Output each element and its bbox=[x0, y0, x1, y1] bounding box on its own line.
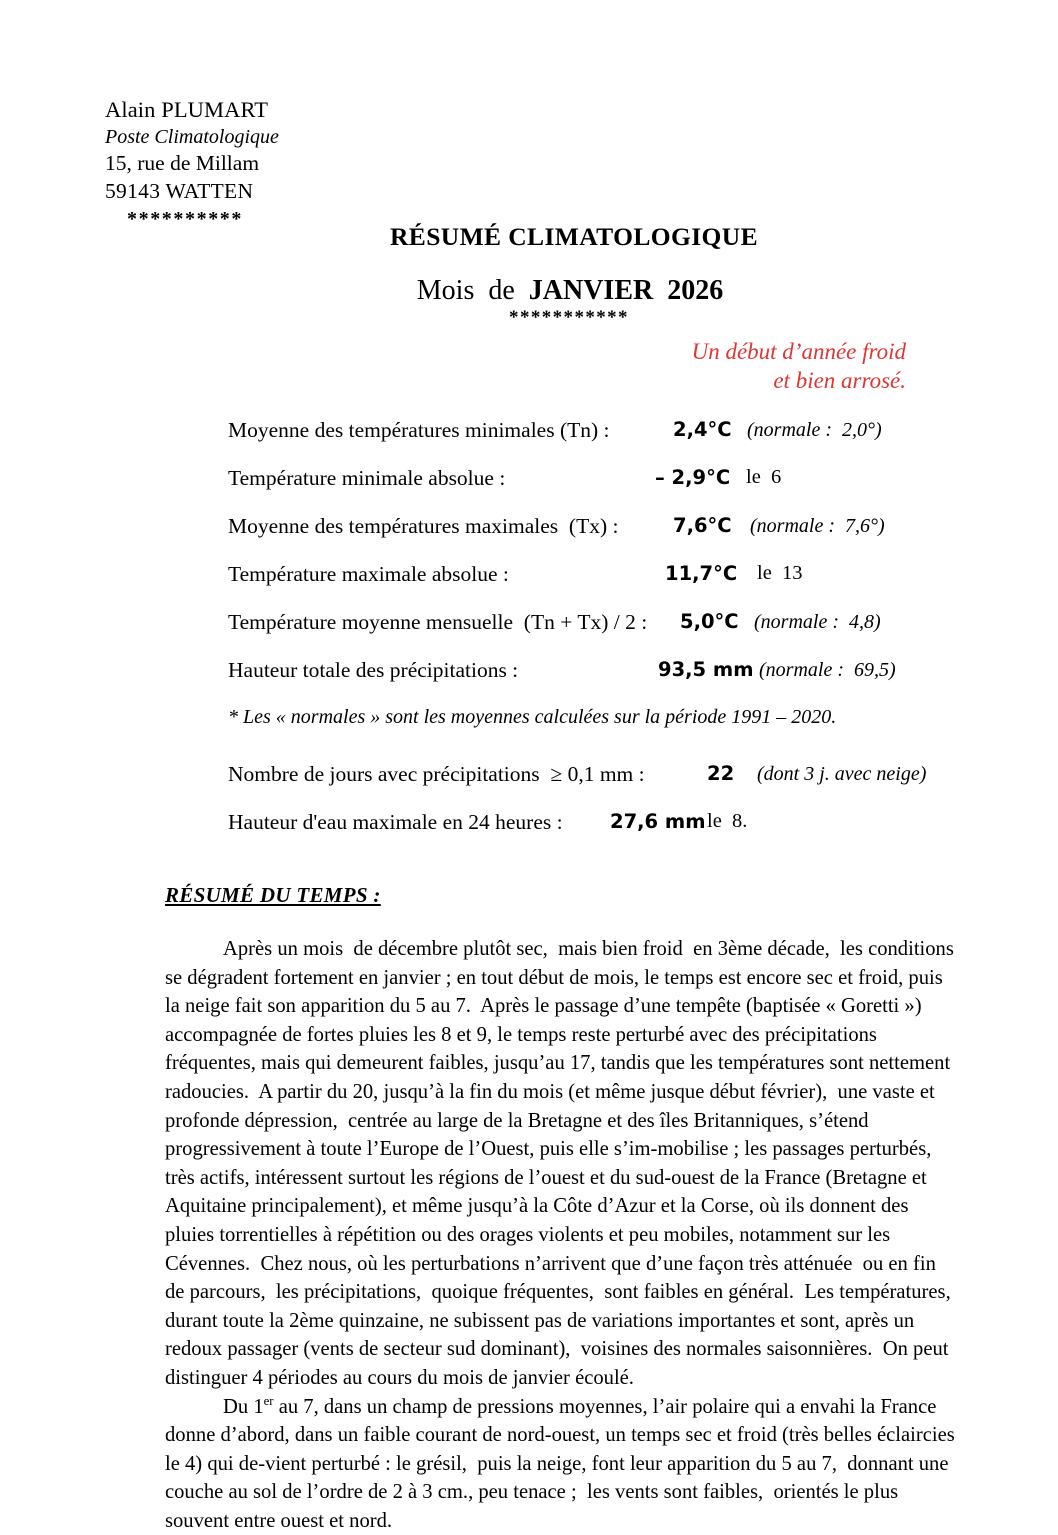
page-subtitle bbox=[0, 275, 1058, 307]
month-value: JANVIER 2026 bbox=[529, 275, 723, 306]
measurement-date: le 6 bbox=[746, 466, 781, 489]
measurement-value: 27,6 mm bbox=[610, 810, 706, 833]
measurement-row bbox=[0, 562, 1058, 610]
measurement-row bbox=[0, 610, 1058, 658]
footnote-row bbox=[0, 706, 1058, 762]
measurement-date: le 8. bbox=[707, 810, 747, 833]
measurement-normal: (normale : 69,5) bbox=[759, 659, 896, 682]
measurement-normal: (normale : 2,0°) bbox=[747, 419, 882, 442]
measurement-label: Moyenne des températures minimales (Tn) : bbox=[228, 418, 610, 443]
month-prefix: Mois de bbox=[417, 275, 529, 306]
letterhead-star-divider: ********** bbox=[105, 206, 279, 232]
normals-footnote: * Les « normales » sont les moyennes calculées sur la période 1991 – 2020. bbox=[228, 706, 836, 729]
author-name: Alain PLUMART bbox=[105, 95, 279, 124]
measurement-row bbox=[0, 418, 1058, 466]
ordinal-suffix: er bbox=[264, 1394, 274, 1408]
section-heading-resume-du-temps: RÉSUMÉ DU TEMPS : bbox=[165, 883, 381, 908]
measurement-label: Hauteur d'eau maximale en 24 heures : bbox=[228, 810, 563, 835]
measurement-row bbox=[0, 658, 1058, 706]
summary-body bbox=[165, 935, 955, 1535]
letterhead bbox=[105, 95, 279, 232]
measurement-normal: (normale : 4,8) bbox=[754, 611, 881, 634]
measurement-row bbox=[0, 514, 1058, 562]
author-role: Poste Climatologique bbox=[105, 124, 279, 150]
measurement-label: Température moyenne mensuelle (Tn + Tx) / 2 : bbox=[228, 610, 647, 635]
measurement-value: 11,7°C bbox=[665, 562, 737, 585]
measurement-date: le 13 bbox=[757, 562, 803, 585]
measurement-note: (dont 3 j. avec neige) bbox=[757, 763, 926, 786]
measurement-label: Température maximale absolue : bbox=[228, 562, 509, 587]
measurement-row bbox=[0, 810, 1058, 858]
measurement-label: Moyenne des températures maximales (Tx) : bbox=[228, 514, 618, 539]
tagline bbox=[0, 338, 906, 396]
title-star-divider: *********** bbox=[0, 307, 1058, 329]
author-city: 59143 WATTEN bbox=[105, 178, 279, 206]
measurement-label: Température minimale absolue : bbox=[228, 466, 505, 491]
measurement-value: – 2,9°C bbox=[655, 466, 730, 489]
summary-paragraph bbox=[165, 1393, 955, 1535]
tagline-line-1: Un début d’année froid bbox=[0, 338, 906, 367]
measurement-value: 5,0°C bbox=[680, 610, 739, 633]
measurement-value: 22 bbox=[707, 762, 734, 785]
measurement-value: 2,4°C bbox=[673, 418, 732, 441]
measurement-row bbox=[0, 762, 1058, 810]
measurement-label: Hauteur totale des précipitations : bbox=[228, 658, 518, 683]
summary-paragraph: Après un mois de décembre plutôt sec, mais bien froid en 3ème décade, les conditions se dégradent fortement en janvier ; en tout début de mois, le temps est encore sec et froid, puis la neige fait son apparition du 5 au 7. Après le passage d’une tempête (baptisée « Goretti ») accompagnée de fortes pluies les 8 et 9, le temps reste perturbé avec des précipitations fréquentes, mais qui demeurent faibles, jusqu’au 17, tandis que les températures sont nettement radoucies. A partir du 20, jusqu’à la fin du mois (et même jusque début février), une vaste et profonde dépression, centrée au large de la Bretagne et des îles Britanniques, s’étend progressivement à toute l’Europe de l’Ouest, puis elle s’im-mobilise ; les passages perturbés, très actifs, intéressent surtout les régions de l’ouest et du sud-ouest de la France (Bretagne et Aquitaine principalement), et même jusqu’à la Côte d’Azur et la Corse, où ils donnent des pluies torrentielles à répétition ou des orages violents et peu mobiles, notamment sur les Cévennes. Chez nous, où les perturbations n’arrivent que d’une façon très atténuée ou en fin de parcours, les précipitations, quoique fréquentes, sont faibles en général. Les températures, durant toute la 2ème quinzaine, ne subissent pas de variations importantes et sont, après un redoux passager (vents de secteur sud dominant), voisines des normales saisonnières. On peut distinguer 4 périodes au cours du mois de janvier écoulé. bbox=[165, 935, 955, 1393]
measurements-list bbox=[0, 418, 1058, 858]
author-street: 15, rue de Millam bbox=[105, 150, 279, 178]
measurement-label: Nombre de jours avec précipitations ≥ 0,1 mm : bbox=[228, 762, 645, 787]
measurement-row bbox=[0, 466, 1058, 514]
measurement-value: 93,5 mm bbox=[658, 658, 754, 681]
measurement-normal: (normale : 7,6°) bbox=[750, 515, 885, 538]
tagline-line-2: et bien arrosé. bbox=[0, 367, 906, 396]
paragraph-rest: au 7, dans un champ de pressions moyennes, l’air polaire qui a envahi la France donne d’abord, dans un faible courant de nord-ouest, un temps sec et froid (très belles éclaircies le 4) qui de-vient perturbé : le grésil, puis la neige, font leur apparition du 5 au 7, donnant une couche au sol de l’ordre de 2 à 3 cm., peu tenace ; les vents sont faibles, orientés le plus souvent entre ouest et nord. bbox=[165, 1396, 960, 1532]
page-title: RÉSUMÉ CLIMATOLOGIQUE bbox=[0, 222, 1058, 252]
measurement-value: 7,6°C bbox=[673, 514, 732, 537]
paragraph-lead-in: Du 1 bbox=[223, 1396, 264, 1418]
